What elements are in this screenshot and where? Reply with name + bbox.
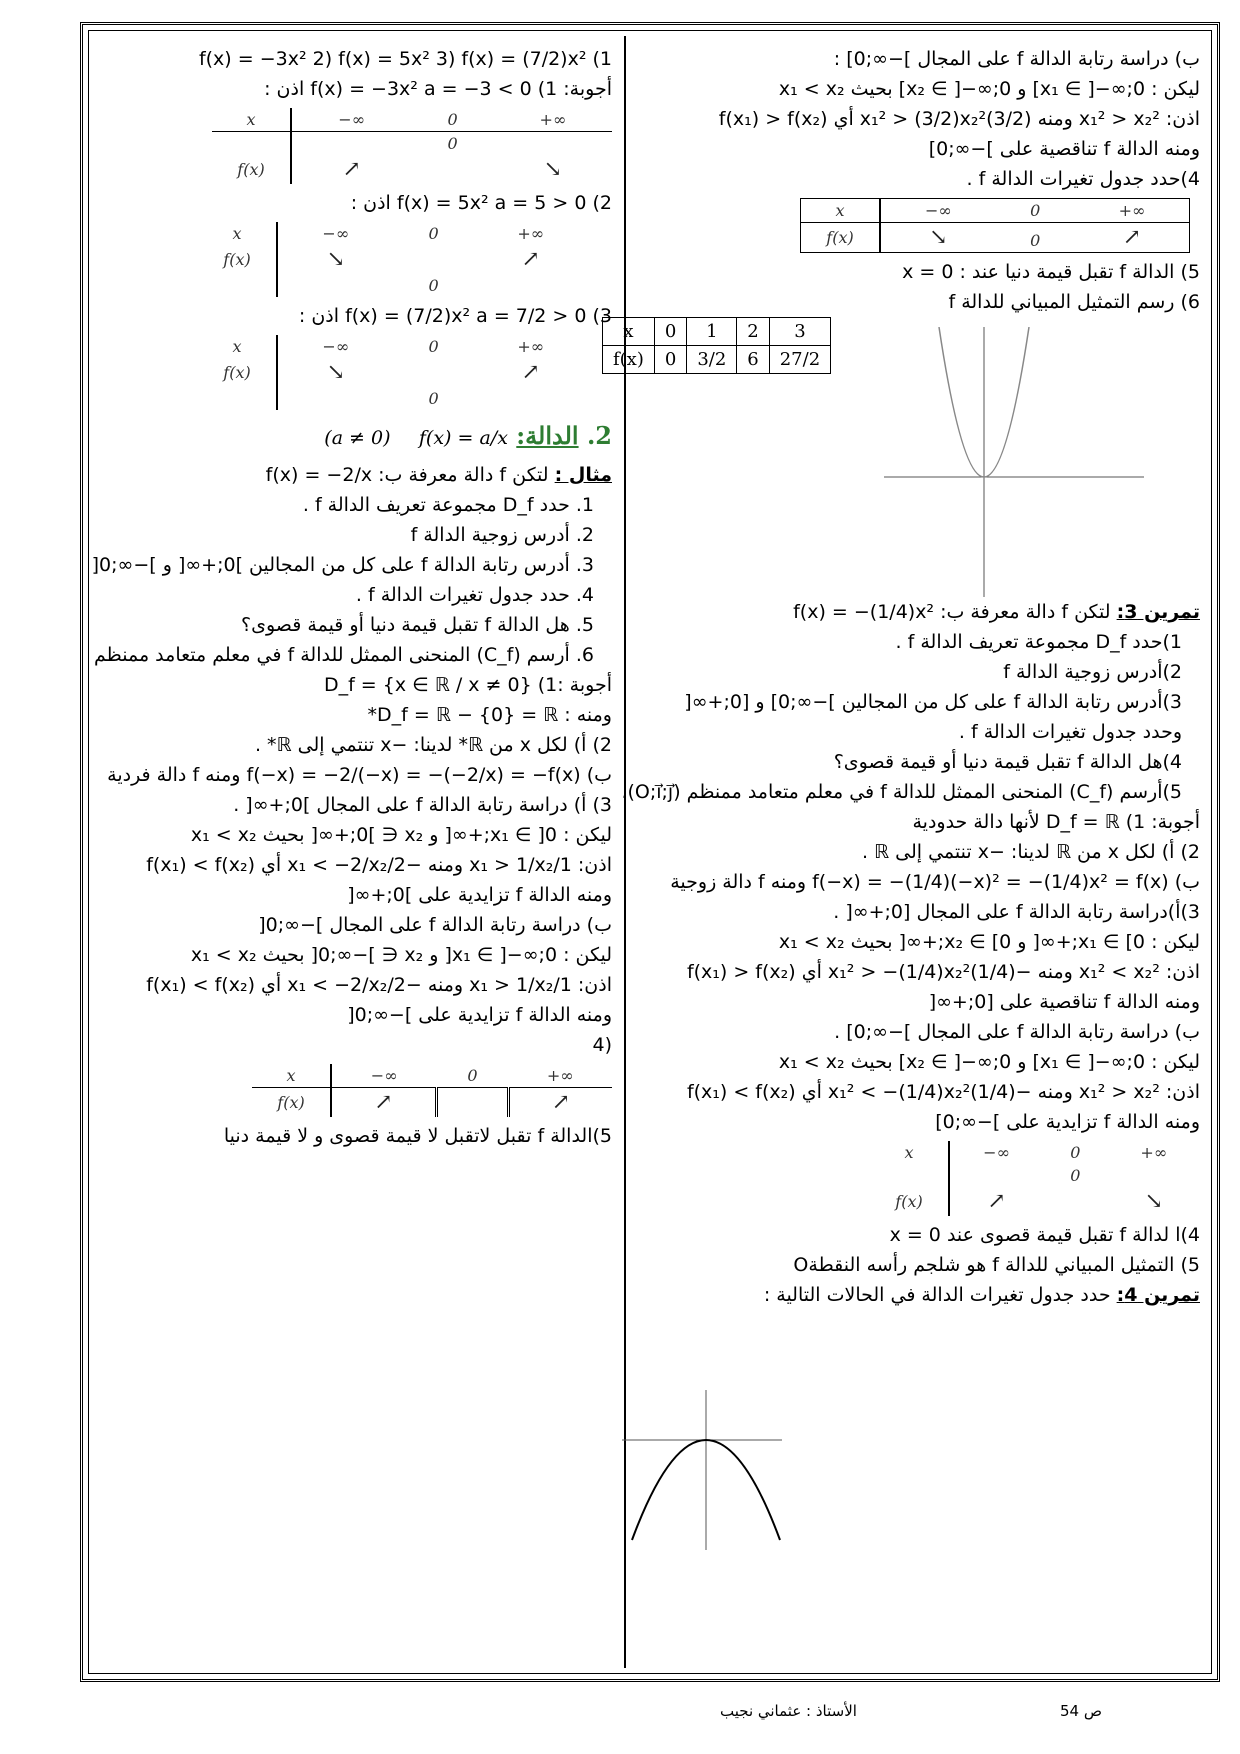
text-line: 3) f(x) = (7/2)x² a = 7/2 > 0 اذن : [298, 305, 612, 327]
variation-table [252, 1064, 612, 1117]
variation-table [212, 108, 612, 184]
section-title: الدالة: [516, 421, 579, 450]
variation-table [198, 222, 588, 297]
text-line: اذن: x₁² > x₂² ومنه −(1/4)x₁² < −(1/4)x₂² أي f(x₁) < f(x₂) [686, 1081, 1200, 1103]
table-cell: +∞ [1075, 199, 1190, 223]
text-line: ب) دراسة رتابة الدالة f على المجال ]−∞;0] : [833, 48, 1200, 70]
table-cell: x [801, 199, 881, 223]
example-statement [104, 460, 612, 490]
table-cell: f(x) [801, 223, 881, 253]
table-cell: 0 [1070, 1143, 1081, 1162]
table-cell: +∞ [494, 108, 612, 132]
text-line: اذن: 1/x₁ > 1/x₂ ومنه −2/x₁ < −2/x₂ أي f(x₁) < f(x₂) [146, 974, 612, 996]
footer-author: الأستاذ : عثماني نجيب [720, 1702, 857, 1720]
table-cell: 0 [1030, 231, 1041, 250]
text-line: اذن: 1/x₁ > 1/x₂ ومنه −2/x₁ < −2/x₂ أي f(x₁) < f(x₂) [146, 854, 612, 876]
exercise-4-statement [634, 1280, 1200, 1310]
table-cell: +∞ [517, 224, 545, 243]
text-line: 2) أ) لكل x من ℝ لدينا: −x تنتمي إلى ℝ . [861, 841, 1200, 863]
table-cell: +∞ [517, 337, 545, 356]
table-cell: +∞ [509, 1064, 612, 1088]
table-cell: −∞ [322, 337, 350, 356]
text-line: ب) دراسة رتابة الدالة f على المجال ]−∞;0] . [834, 1021, 1200, 1043]
text-line: ومنه الدالة f تناقصية على [0;+∞[ [928, 991, 1200, 1013]
text-line: ومنه : D_f = ℝ − {0} = ℝ* [367, 704, 612, 726]
table-cell: f(x) [252, 1088, 331, 1118]
text-line: ومنه الدالة f تناقصية على ]−∞;0] [928, 138, 1200, 160]
table-cell: 0 [428, 337, 439, 356]
section-heading [104, 414, 612, 460]
table-cell: −∞ [322, 224, 350, 243]
text-line: ومنه الدالة f تزايدية على ]0;+∞[ [347, 884, 612, 906]
right-column [613, 44, 1200, 1310]
text-line: 5)الدالة f تقبل لاتقبل لا قيمة قصوى و لا قيمة دنيا [223, 1125, 612, 1147]
table-cell: 1 [687, 318, 737, 346]
table-cell: 0 [411, 108, 493, 132]
increasing-arrow-icon: ↗ [521, 360, 540, 385]
table-cell: x [198, 335, 277, 358]
text-line: 5) الدالة f تقبل قيمة دنيا عند : x = 0 [902, 261, 1200, 283]
text-line: 2. أدرس زوجية الدالة f [410, 524, 594, 546]
text-line: 2)أدرس زوجية الدالة f [1003, 661, 1182, 683]
section-formula: f(x) = a/x [418, 427, 508, 449]
text-line: 6. أرسم (C_f) المنحنى الممثل للدالة f في معلم متعامد ممنظم [94, 644, 594, 666]
text-line: 3) أ) دراسة رتابة الدالة f على المجال ]0;+∞[ . [233, 794, 612, 816]
table-cell: f(x) [198, 358, 277, 387]
table-cell: 0 [654, 346, 686, 374]
text-line: ليكن : x₁ ∈ ]0;+∞[ و x₂ ∈ ]0;+∞[ بحيث x₁ < x₂ [190, 824, 612, 846]
decreasing-arrow-icon: ↘ [929, 225, 948, 250]
increasing-arrow-icon: ↗ [374, 1090, 393, 1115]
downward-parabola-graph [622, 1390, 782, 1550]
parabola-graph [884, 327, 1144, 597]
text-line: أجوبة :1) D_f = {x ∈ ℝ / x ≠ 0} [323, 674, 612, 696]
exercise-title: تمرين 4: [1116, 1284, 1200, 1306]
table-cell [212, 132, 291, 156]
table-cell: f(x) [870, 1187, 949, 1216]
table-cell: f(x) [198, 245, 277, 274]
increasing-arrow-icon: ↗ [342, 157, 361, 182]
table-cell: −∞ [291, 108, 411, 132]
table-cell: 0 [654, 318, 686, 346]
text-line: 1. حدد D_f مجموعة تعريف الدالة f . [302, 494, 594, 516]
table-cell: −∞ [331, 1064, 436, 1088]
example-def: لتكن f دالة معرفة ب: f(x) = −2/x [265, 464, 549, 486]
text-line: ب) دراسة رتابة الدالة f على المجال ]−∞;0[ [258, 914, 612, 936]
text-line: (4 [592, 1034, 612, 1056]
text-line: 3)أدرس رتابة الدالة f على كل من المجالين ]−∞;0] و [0;+∞[ [684, 691, 1182, 713]
decreasing-arrow-icon: ↘ [326, 360, 346, 385]
text-line: 6) رسم التمثيل المبياني للدالة f [948, 291, 1200, 313]
section-number: 2. [586, 421, 612, 450]
text-line: ب) f(−x) = −(1/4)(−x)² = −(1/4)x² = f(x) ومنه f دالة زوجية [670, 871, 1200, 893]
table-cell: x [603, 318, 655, 346]
variation-table [800, 198, 1190, 253]
footer-page: ص 54 [1060, 1702, 1102, 1720]
table-cell: 6 [737, 346, 769, 374]
table-cell: x [198, 222, 277, 245]
exercise-title: تمرين 3: [1116, 601, 1200, 623]
exercise-text: حدد جدول تغيرات الدالة في الحالات التالية : [763, 1284, 1111, 1306]
table-cell: +∞ [1140, 1143, 1168, 1162]
table-cell: 0 [996, 199, 1075, 223]
decreasing-arrow-icon: ↘ [543, 157, 563, 182]
graph-area [613, 317, 1200, 597]
text-line: ومنه الدالة f تزايدية على ]−∞;0] [935, 1111, 1200, 1133]
table-cell: x [212, 108, 291, 132]
example-title: مثال : [554, 464, 612, 486]
table-cell: x [870, 1141, 949, 1164]
table-cell: 0 [428, 224, 439, 243]
table-cell: 2 [737, 318, 769, 346]
text-line: 2) f(x) = 5x² a = 5 > 0 اذن : [350, 192, 612, 214]
table-cell: 0 [436, 1064, 508, 1088]
decreasing-arrow-icon: ↘ [326, 247, 346, 272]
table-cell: −∞ [880, 199, 996, 223]
increasing-arrow-icon: ↗ [521, 247, 540, 272]
text-line: 3)أ)دراسة رتابة الدالة f على المجال [0;+∞[ . [833, 901, 1200, 923]
value-table [602, 317, 831, 374]
text-line: ليكن : x₁ ∈ ]−∞;0] و x₂ ∈ ]−∞;0] بحيث x₁ < x₂ [778, 78, 1200, 100]
variation-table [870, 1141, 1200, 1216]
text-line: ليكن : x₁ ∈ [0;+∞[ و x₂ ∈ [0;+∞[ بحيث x₁ < x₂ [778, 931, 1200, 953]
table-cell: f(x) [212, 155, 291, 184]
text-line: 5) التمثيل المبياني للدالة f هو شلجم رأسه النقطةO [793, 1254, 1200, 1276]
table-cell [870, 1164, 949, 1187]
decreasing-arrow-icon: ↘ [1144, 1189, 1163, 1214]
table-cell: 0 [428, 276, 439, 295]
table-cell: x [252, 1064, 331, 1088]
table-cell: −∞ [983, 1143, 1010, 1162]
table-cell: 3 [769, 318, 830, 346]
text-line: 1) f(x) = −3x² 2) f(x) = 5x² 3) f(x) = (7/2)x² [198, 48, 612, 70]
text-line: 5)أرسم (C_f) المنحنى الممثل للدالة f في معلم متعامد ممنظم (O;i⃗;j⃗). [621, 781, 1182, 803]
table-cell [198, 274, 277, 297]
table-cell: 0 [447, 134, 458, 153]
text-line: 4)حدد جدول تغيرات الدالة f . [966, 168, 1200, 190]
text-line: اذن: x₁² > x₂² ومنه (3/2)x₁² > (3/2)x₂² أي f(x₁) > f(x₂) [718, 108, 1200, 130]
text-line: 5. هل الدالة f تقبل قيمة دنيا أو قيمة قصوى؟ [241, 614, 594, 636]
table-cell [198, 387, 277, 410]
table-cell: 0 [428, 389, 439, 408]
exercise-def: لتكن f دالة معرفة ب: f(x) = −(1/4)x² [793, 601, 1111, 623]
exercise-3-statement [634, 597, 1200, 627]
text-line: 4. حدد جدول تغيرات الدالة f . [355, 584, 594, 606]
text-line: أجوبة: 1) f(x) = −3x² a = −3 < 0 اذن : [264, 78, 612, 100]
table-cell: 3/2 [687, 346, 737, 374]
variation-table [198, 335, 588, 410]
text-line: أجوبة: 1) D_f = ℝ لأنها دالة حدودية [912, 811, 1200, 833]
table-cell: 27/2 [769, 346, 830, 374]
text-line: ب) f(−x) = −2/(−x) = −(−2/x) = −f(x) ومنه f دالة فردية [107, 764, 612, 786]
text-line: ومنه الدالة f تزايدية على ]−∞;0[ [347, 1004, 612, 1026]
increasing-arrow-icon: ↗ [987, 1189, 1006, 1214]
table-cell: 0 [1070, 1166, 1081, 1185]
table-cell: f(x) [603, 346, 655, 374]
text-line: 1)حدد D_f مجموعة تعريف الدالة f . [895, 631, 1182, 653]
text-line: 2) أ) لكل x من ℝ* لدينا: −x تنتمي إلى ℝ* . [254, 734, 612, 756]
text-line: 4)هل الدالة f تقبل قيمة دنيا أو قيمة قصوى؟ [833, 751, 1182, 773]
text-line: 3. أدرس رتابة الدالة f على كل من المجالين ]0;+∞[ و ]−∞;0[ [91, 554, 594, 576]
text-line: اذن: x₁² < x₂² ومنه −(1/4)x₁² > −(1/4)x₂² أي f(x₁) > f(x₂) [686, 961, 1200, 983]
left-column [91, 44, 612, 1151]
section-condition: (a ≠ 0) [324, 427, 391, 449]
text-line: ليكن : x₁ ∈ ]−∞;0[ و x₂ ∈ ]−∞;0[ بحيث x₁ < x₂ [190, 944, 612, 966]
text-line: ليكن : x₁ ∈ ]−∞;0] و x₂ ∈ ]−∞;0] بحيث x₁ < x₂ [778, 1051, 1200, 1073]
text-line: 4)ا لدالة f تقبل قيمة قصوى عند x = 0 [889, 1224, 1200, 1246]
text-line: وحدد جدول تغيرات الدالة f . [958, 721, 1182, 743]
increasing-arrow-icon: ↗ [1122, 225, 1142, 250]
increasing-arrow-icon: ↗ [551, 1090, 571, 1115]
